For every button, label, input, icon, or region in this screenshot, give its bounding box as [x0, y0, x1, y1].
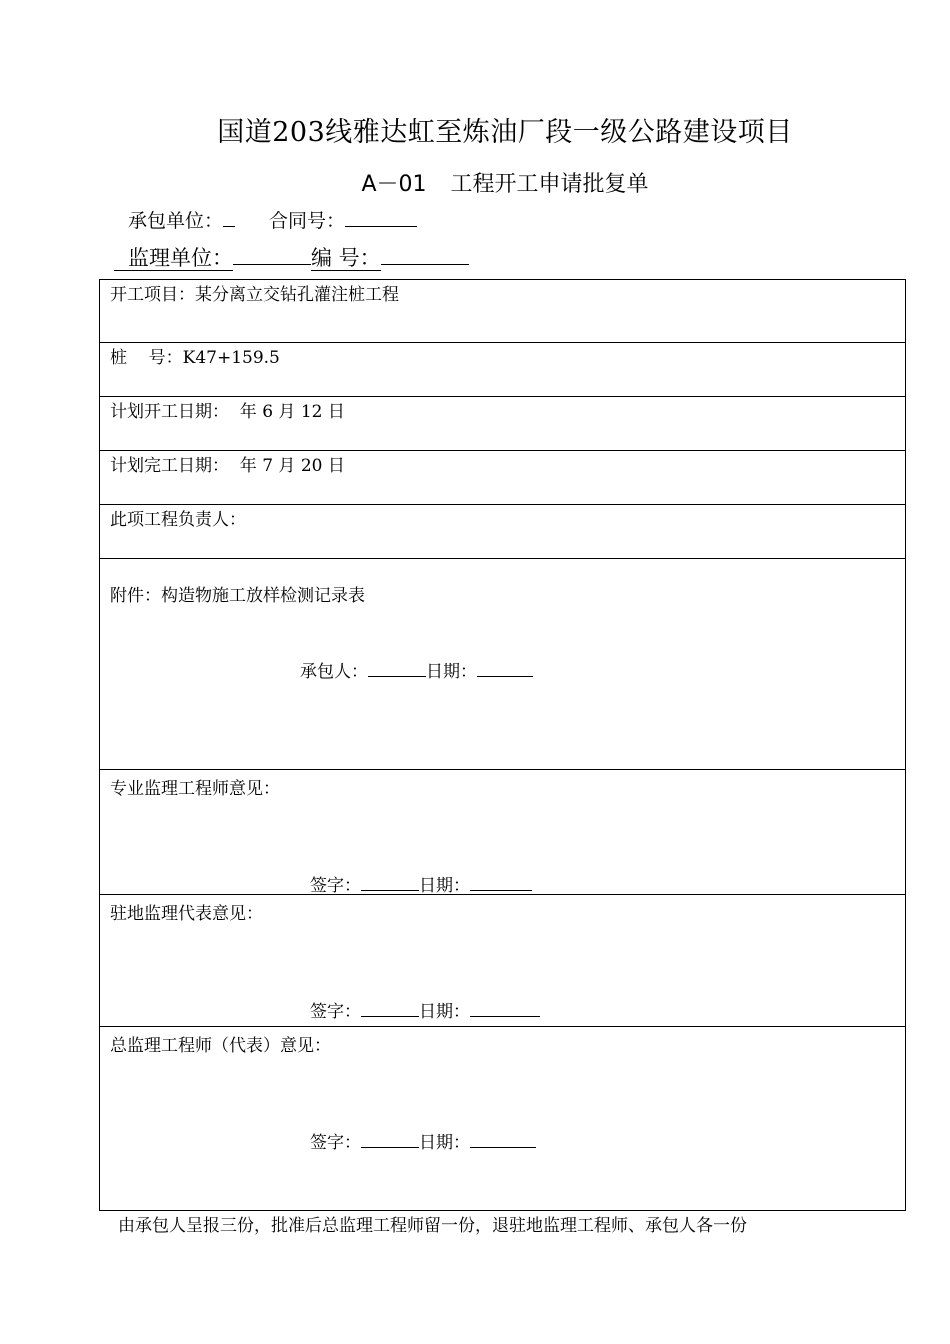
contractor-sign-blank [368, 660, 426, 677]
document-title: 国道203线雅达虹至炼油厂段一级公路建设项目 [217, 117, 793, 148]
chief-date-blank [470, 1131, 536, 1148]
form-name: 工程开工申请批复单 [450, 172, 649, 197]
chief-sign-line: 签字： 日期： [310, 1128, 536, 1153]
supervisor-line [114, 242, 469, 272]
planned-start-cell: 计划开工日期： 年 6 月 12 日 [100, 397, 906, 451]
contract-no-label: 合同号： [269, 210, 346, 232]
pile-no-cell: 桩 号：K47+159.5 [100, 343, 906, 397]
resident-opinion-text: 驻地监理代表意见： [110, 904, 263, 924]
specialist-sign-blank [361, 874, 419, 891]
distribution-note: 由承包人呈报三份，批准后总监理工程师留一份，退驻地监理工程师、承包人各一份 [118, 1216, 747, 1236]
resident-sign-line: 签字： 日期： [310, 997, 540, 1022]
contractor-blank [223, 206, 235, 227]
resident-date-blank [470, 1000, 540, 1017]
supervisor-blank [233, 242, 311, 265]
planned-end-cell: 计划完工日期： 年 7 月 20 日 [100, 451, 906, 505]
project-cell: 开工项目：某分离立交钻孔灌注桩工程 [100, 280, 906, 343]
chief-sign-blank [361, 1131, 419, 1148]
chief-opinion-text: 总监理工程师（代表）意见： [110, 1036, 331, 1056]
specialist-opinion-cell [100, 770, 906, 895]
specialist-opinion-text: 专业监理工程师意见： [110, 779, 280, 799]
attachment-text: 附件：构造物施工放样检测记录表 [110, 586, 365, 606]
supervisor-label: 监理单位： [114, 246, 233, 271]
attachment-cell [100, 559, 906, 770]
contractor-line [128, 206, 417, 233]
number-blank [381, 242, 469, 265]
contractor-sign-line: 承包人： 日期： [300, 657, 533, 682]
specialist-date-blank [470, 874, 532, 891]
specialist-sign-line: 签字： 日期： [310, 871, 532, 896]
chief-opinion-cell [100, 1027, 906, 1211]
person-in-charge-cell: 此项工程负责人： [100, 505, 906, 559]
contractor-date-blank [477, 660, 533, 677]
number-label: 编 号： [311, 246, 381, 270]
resident-sign-blank [361, 1000, 419, 1017]
contract-no-blank [345, 206, 417, 227]
contractor-label: 承包单位： [128, 210, 224, 232]
form-code: A－01 [361, 172, 427, 197]
approval-form-table [99, 279, 906, 1211]
resident-opinion-cell [100, 895, 906, 1027]
form-subtitle [0, 167, 950, 198]
